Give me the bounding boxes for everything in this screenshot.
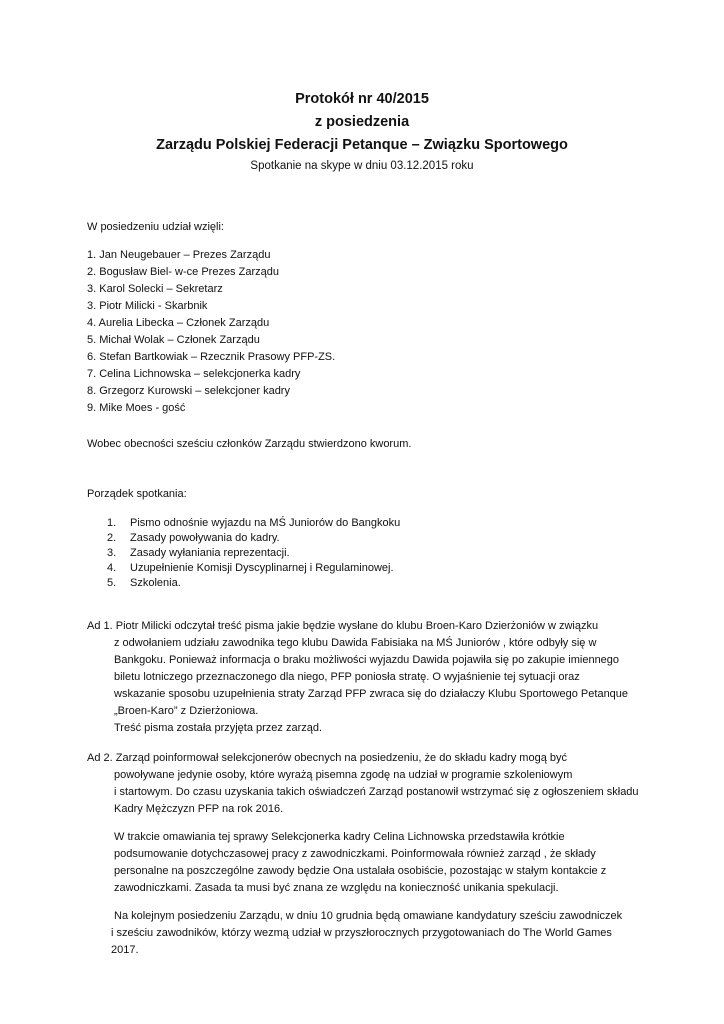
participant-item: 6. Stefan Bartkowiak – Rzecznik Prasowy PFP-ZS.	[87, 351, 336, 363]
ad2-line: i sześciu zawodników, którzy wezmą udział w przyszłorocznych przygotowaniach do The World Games	[111, 927, 612, 939]
ad1-line: „Broen-Karo” z Dzierżoniowa.	[114, 705, 259, 717]
participant-item: 5. Michał Wolak – Członek Zarządu	[87, 334, 260, 346]
ad2-line: i startowym. Do czasu uzyskania takich oświadczeń Zarząd postanowił wstrzymać się z ogłoszeniem składu	[114, 786, 639, 798]
ad2-line: W trakcie omawiania tej sprawy Selekcjonerka kadry Celina Lichnowska przedstawiła krótkie	[114, 831, 565, 843]
attendance-intro: W posiedzeniu udział wzięli:	[87, 221, 224, 233]
ad1-line: z odwołaniem udziału zawodnika tego klubu Dawida Fabisiaka na MŚ Juniorów , które odbyły się w	[114, 637, 597, 649]
ad1-line: Treść pisma została przyjęta przez zarząd.	[114, 722, 323, 734]
ad1-line: biletu lotniczego przeznaczonego dla niego, PFP poniosła stratę. O wyjaśnienie tej sytuacji oraz	[114, 671, 580, 683]
participant-item: 9. Mike Moes - gość	[87, 402, 186, 414]
agenda-item: Uzupełnienie Komisji Dyscyplinarnej i Regulaminowej.	[130, 562, 394, 574]
participant-item: 1. Jan Neugebauer – Prezes Zarządu	[87, 249, 271, 261]
agenda-item: Pismo odnośnie wyjazdu na MŚ Juniorów do Bangkoku	[130, 517, 401, 529]
agenda-item: Szkolenia.	[130, 577, 181, 589]
ad2-line: powoływane jedynie osoby, które wyrażą pisemna zgodę na udział w programie szkoleniowym	[114, 769, 573, 781]
agenda-item-number: 5.	[107, 577, 117, 589]
ad2-line: Na kolejnym posiedzeniu Zarządu, w dniu 10 grudnia będą omawiane kandydatury sześciu zawodniczek	[114, 910, 623, 922]
ad2-line: zawodniczkami. Zasada ta musi być znana ze względu na konieczność unikania spekulacji.	[114, 882, 559, 894]
ad1-line: wskazanie sposobu uzupełnienia straty Zarząd PFP zwraca się do działaczy Klubu Sportowego Petanque	[114, 688, 629, 700]
ad2-line: personalne na poszczególne zawody będzie Ona ustalała osobiście, pozostając w stałym kontakcie z	[114, 865, 607, 877]
participant-item: 2. Bogusław Biel- w-ce Prezes Zarządu	[87, 266, 279, 278]
agenda-item-number: 3.	[107, 547, 117, 559]
agenda-item: Zasady wyłaniania reprezentacji.	[130, 547, 290, 559]
ad2-line: Kadry Mężczyzn PFP na rok 2016.	[114, 803, 284, 815]
agenda-intro: Porządek spotkania:	[87, 488, 187, 500]
organization-title: Zarządu Polskiej Federacji Petanque – Związku Sportowego	[156, 137, 568, 153]
participant-item: 3. Karol Solecki – Sekretarz	[87, 283, 223, 295]
ad2-line: podsumowanie dotychczasowej pracy z zawodniczkami. Poinformowała również zarząd , że składy	[114, 848, 596, 860]
ad1-line: Bankgoku. Ponieważ informacja o braku możliwości wyjazdu Dawida pojawiła się po zakupie imiennego	[114, 654, 620, 666]
ad1-line: Ad 1. Piotr Milicki odczytał treść pisma jakie będzie wysłane do klubu Broen-Karo Dzierżoniów w związku	[87, 620, 599, 632]
meeting-info: Spotkanie na skype w dniu 03.12.2015 roku	[250, 160, 474, 172]
agenda-item-number: 1.	[107, 517, 117, 529]
protocol-subheading: z posiedzenia	[314, 114, 410, 130]
participant-item: 7. Celina Lichnowska – selekcjonerka kadry	[87, 368, 301, 380]
agenda-item-number: 4.	[107, 562, 117, 574]
agenda-item: Zasady powoływania do kadry.	[130, 532, 280, 544]
ad2-line: 2017.	[111, 944, 139, 956]
ad2-line: Ad 2. Zarząd poinformował selekcjonerów obecnych na posiedzeniu, że do składu kadry mogą być	[87, 752, 567, 764]
participant-item: 3. Piotr Milicki - Skarbnik	[87, 300, 208, 312]
participant-item: 8. Grzegorz Kurowski – selekcjoner kadry	[87, 385, 290, 397]
protocol-title: Protokół nr 40/2015	[295, 91, 429, 107]
participant-item: 4. Aurelia Libecka – Członek Zarządu	[87, 317, 270, 329]
quorum-statement: Wobec obecności sześciu członków Zarządu stwierdzono kworum.	[87, 438, 412, 450]
agenda-item-number: 2.	[107, 532, 117, 544]
